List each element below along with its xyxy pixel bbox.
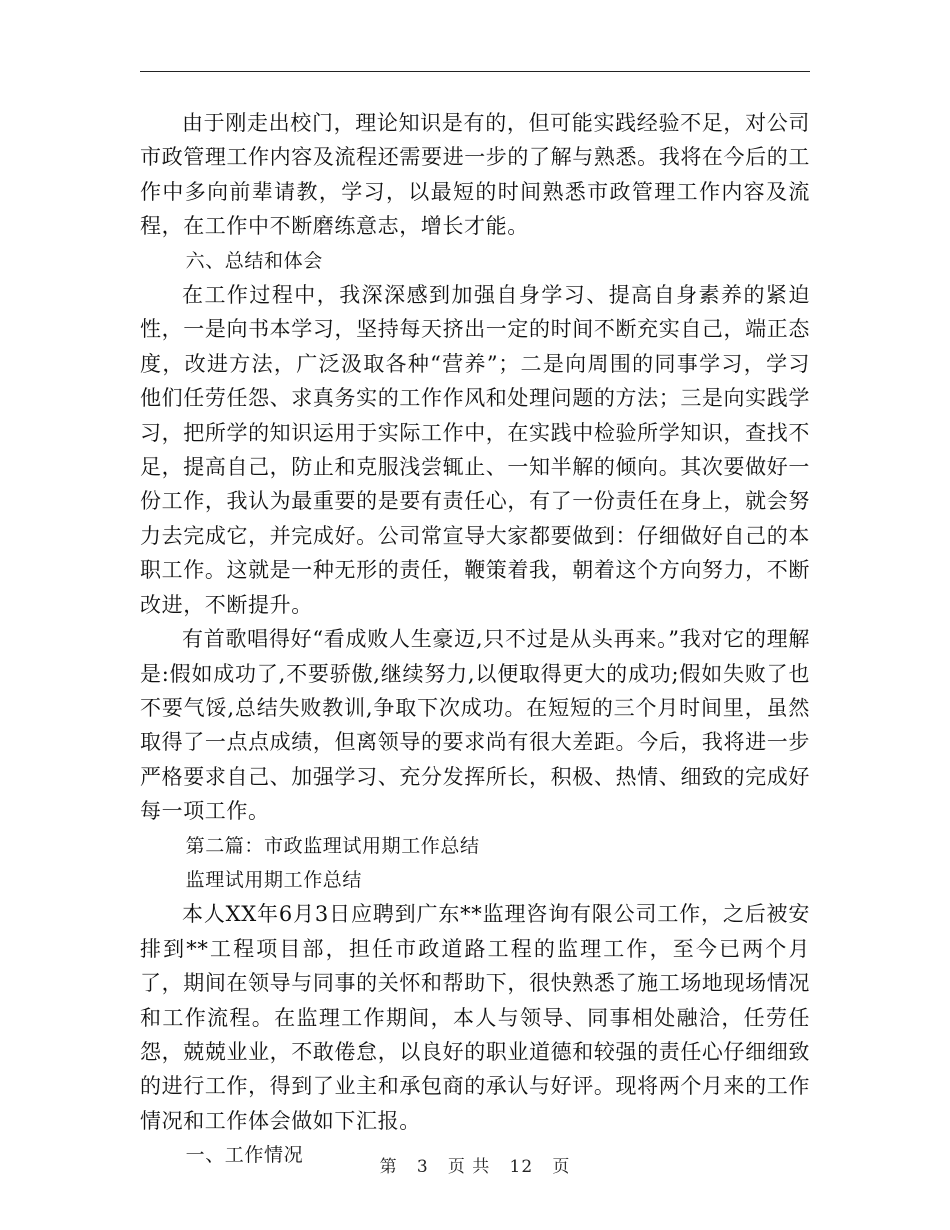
paragraph-summary: 在工作过程中，我深深感到加强自身学习、提高自身素养的紧迫性，一是向书本学习，坚持每天挤出一定的时间不断充实自己，端正态度，改进方法，广泛汲取各种“营养”；二是向周围的同事学习，学习他们任劳任怨、求真务实的工作作风和处理问题的方法；三是向实践学习，把所学的知识运用于实际工作中，在实践中检验所学知识，查找不足，提高自己，防止和克服浅尝辄止、一知半解的倾向。其次要做好一份工作，我认为最重要的是要有责任心，有了一份责任在身上，就会努力去完成它，并完成好。公司常宣导大家都要做到：仔细做好自己的本职工作。这就是一种无形的责任，鞭策着我，朝着这个方向努力，不断改进，不断提升。 xyxy=(140,283,810,617)
paragraph-intro: 由于刚走出校门，理论知识是有的，但可能实践经验不足，对公司市政管理工作内容及流程还需要进一步的了解与熟悉。我将在今后的工作中多向前辈请教，学习，以最短的时间熟悉市政管理工作内容及流程，在工作中不断磨练意志，增长才能。 xyxy=(140,111,810,239)
header-rule xyxy=(140,71,810,72)
footer-prefix: 第 xyxy=(379,1157,398,1177)
document-body xyxy=(140,106,810,1173)
chapter-subtitle: 监理试用期工作总结 xyxy=(185,868,362,891)
section-heading-summary: 六、总结和体会 xyxy=(185,249,323,272)
footer-total-pages: 12 xyxy=(509,1157,534,1177)
footer-middle: 页 共 xyxy=(447,1157,491,1177)
chapter-title: 第二篇：市政监理试用期工作总结 xyxy=(185,834,480,857)
section-heading-work: 一、工作情况 xyxy=(185,1144,304,1167)
footer-suffix: 页 xyxy=(552,1157,571,1177)
paragraph-introduction-self: 本人XX年6月3日应聘到广东**监理咨询有限公司工作，之后被安排到**工程项目部，担任市政道路工程的监理工作，至今已两个月了，期间在领导与同事的关怀和帮助下，很快熟悉了施工场地现场情况和工作流程。在监理工作期间，本人与领导、同事相处融洽，任劳任怨，兢兢业业，不敢倦怠，以良好的职业道德和较强的责任心仔细细致的进行工作，得到了业主和承包商的承认与好评。现将两个月来的工作情况和工作体会做如下汇报。 xyxy=(140,902,810,1133)
footer-page-number: 3 xyxy=(416,1157,429,1177)
paragraph-song: 有首歌唱得好“看成败人生豪迈,只不过是从头再来。”我对它的理解是:假如成功了,不要骄傲,继续努力,以便取得更大的成功;假如失败了也不要气馁,总结失败教训,争取下次成功。在短短的三个月时间里，虽然取得了一点点成绩，但离领导的要求尚有很大差距。今后，我将进一步严格要求自己、加强学习、充分发挥所长，积极、热情、细致的完成好每一项工作。 xyxy=(140,627,810,824)
page-footer xyxy=(0,1152,950,1177)
